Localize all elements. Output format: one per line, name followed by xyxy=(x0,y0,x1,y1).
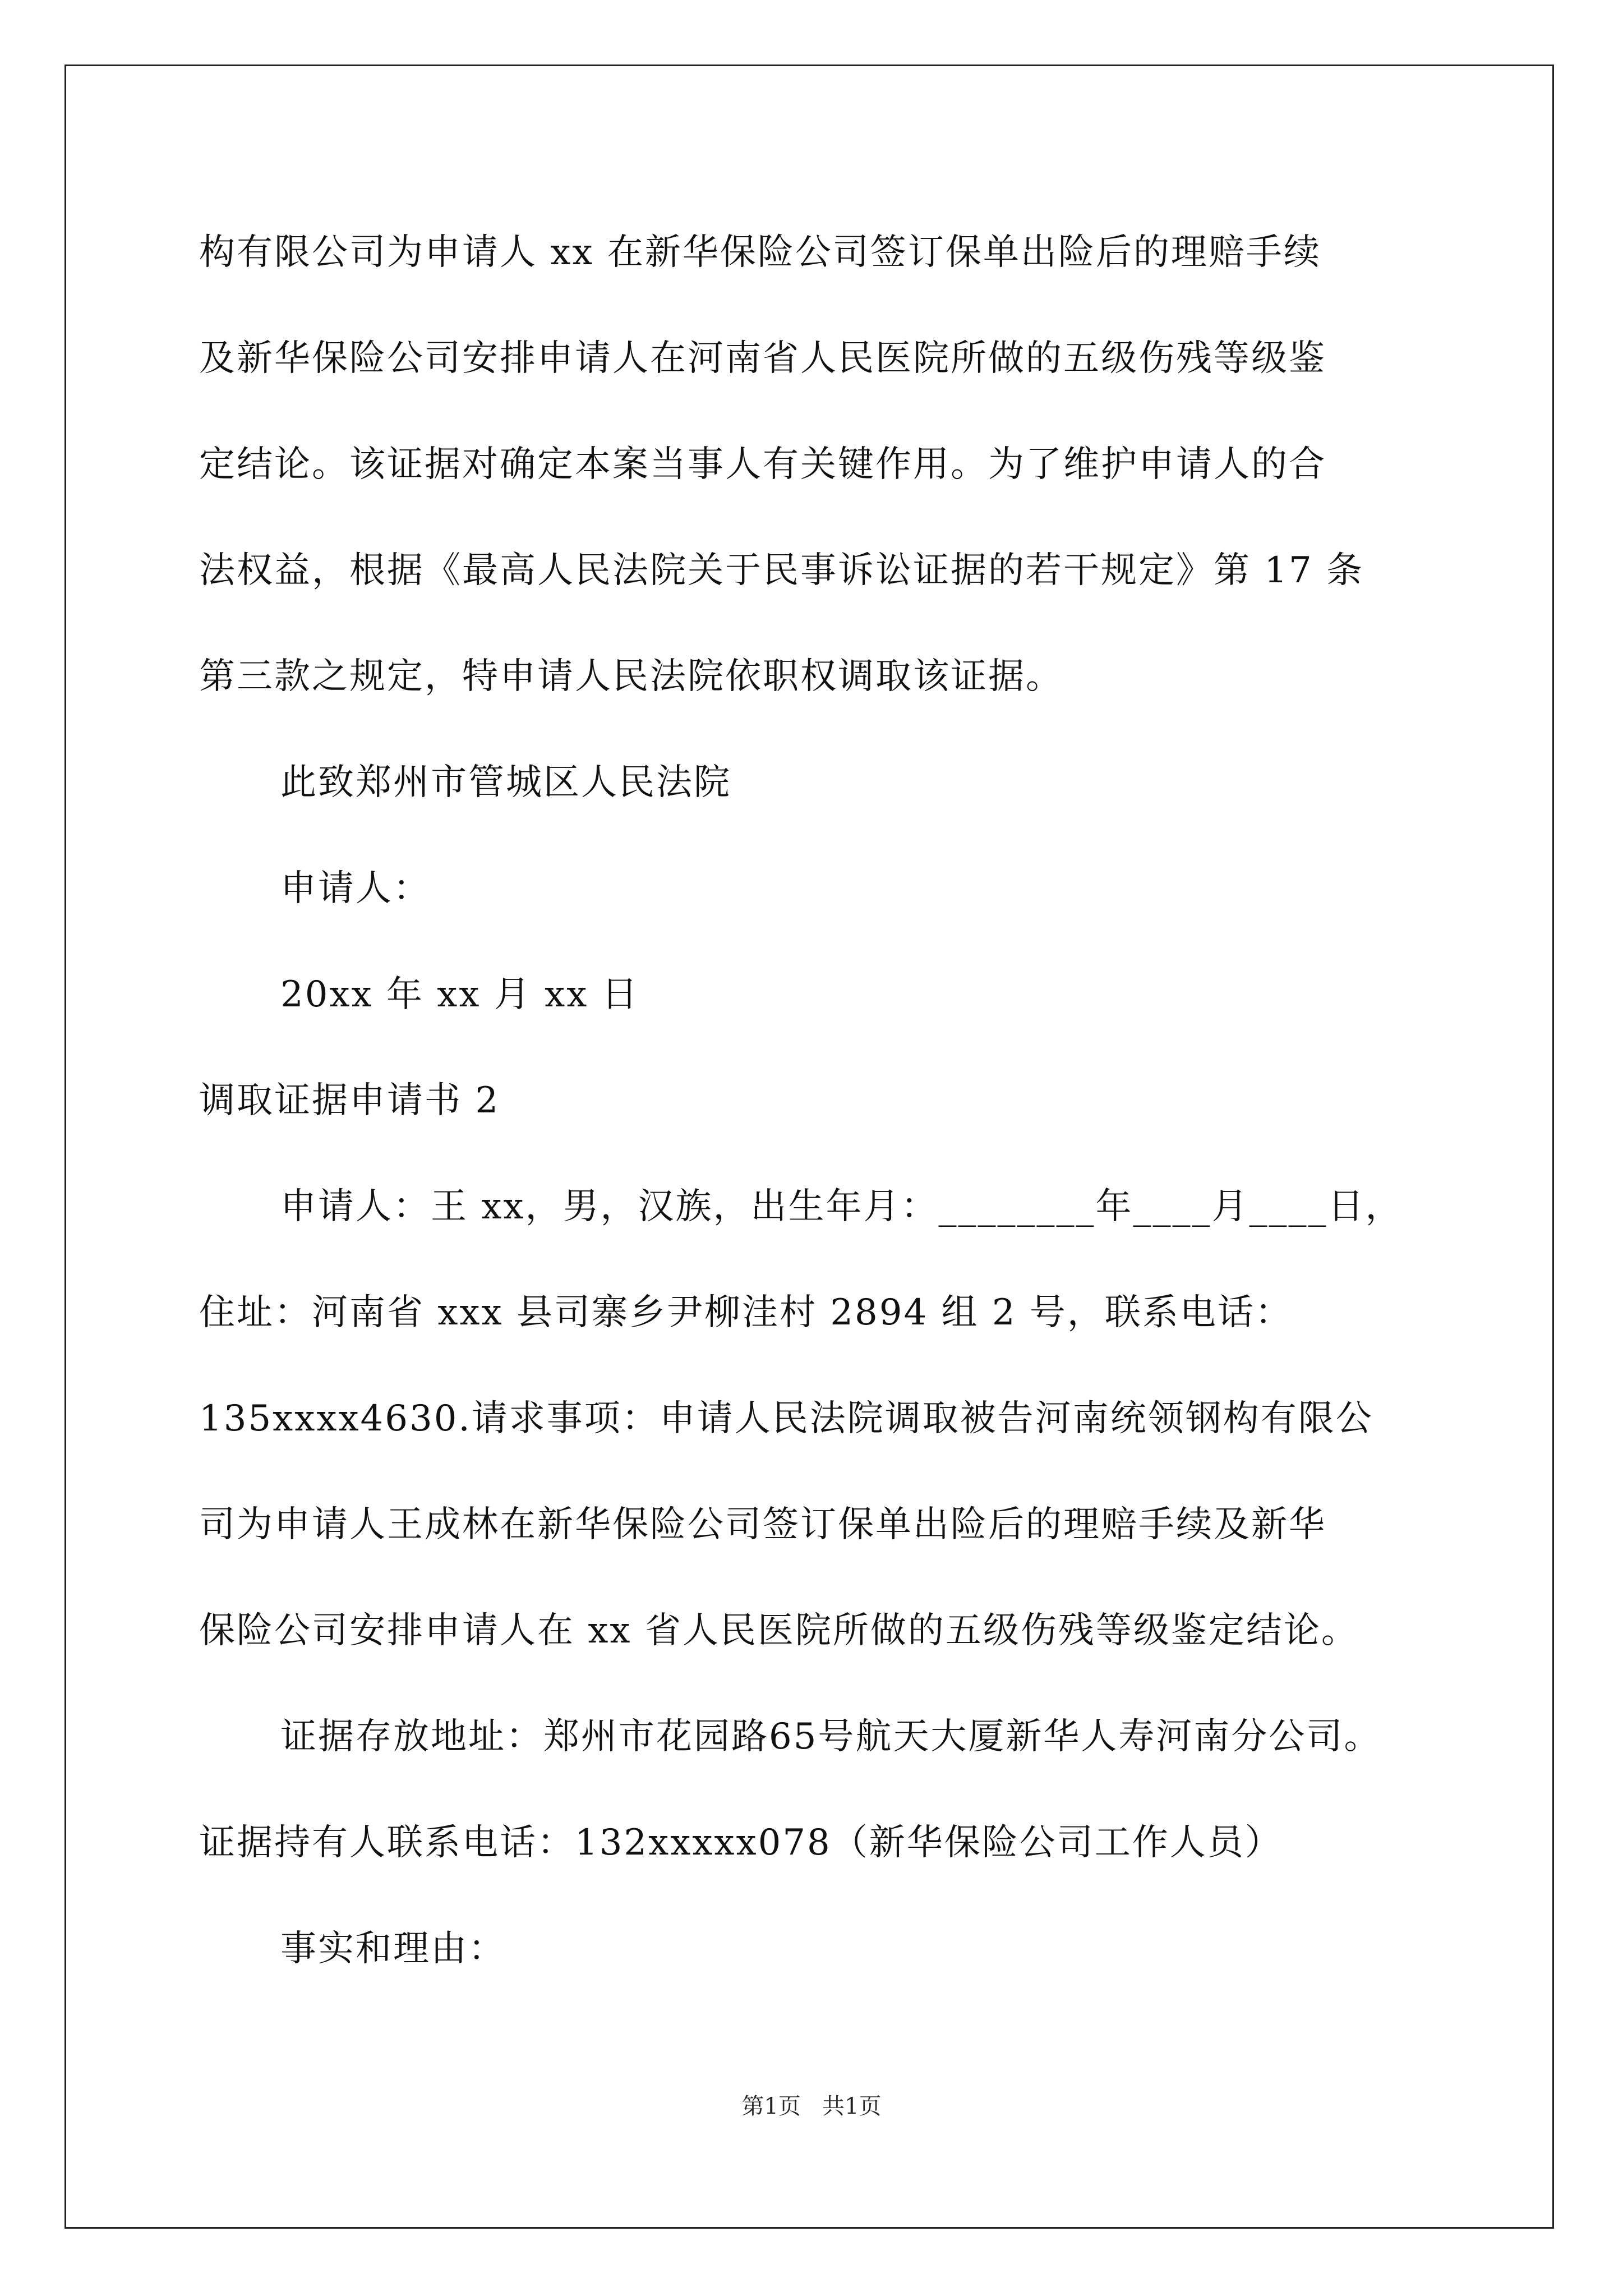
page-border xyxy=(64,65,1554,2229)
body-text-line: 司为申请人王成林在新华保险公司签订保单出险后的理赔手续及新华 xyxy=(199,1504,1326,1545)
closing-salutation: 此致郑州市管城区人民法院 xyxy=(280,762,731,803)
body-text-line: 及新华保险公司安排申请人在河南省人民医院所做的五级伤残等级鉴 xyxy=(199,338,1326,379)
body-text-line: 法权益，根据《最高人民法院关于民事诉讼证据的若干规定》第 17 条 xyxy=(199,550,1364,591)
body-text-line: 135xxxx4630.请求事项：申请人民法院调取被告河南统领钢构有限公 xyxy=(199,1398,1373,1439)
section-title: 调取证据申请书 2 xyxy=(199,1080,500,1121)
body-text-line: 保险公司安排申请人在 xx 省人民医院所做的五级伤残等级鉴定结论。 xyxy=(199,1610,1359,1651)
body-text-line: 第三款之规定，特申请人民法院依职权调取该证据。 xyxy=(199,656,1063,697)
applicant-signature-label: 申请人： xyxy=(280,868,431,909)
body-text-line: 住址：河南省 xxx 县司寨乡尹柳洼村 2894 组 2 号，联系电话： xyxy=(199,1292,1293,1333)
body-text-line: 构有限公司为申请人 xx 在新华保险公司签订保单出险后的理赔手续 xyxy=(199,232,1321,273)
document-date: 20xx 年 xx 月 xx 日 xyxy=(280,974,639,1015)
evidence-location: 证据存放地址：郑州市花园路65号航天大厦新华人寿河南分公司。 xyxy=(280,1716,1382,1757)
body-text-line: 申请人：王 xx，男，汉族，出生年月：________年____月____日， xyxy=(280,1186,1403,1227)
evidence-holder-phone: 证据持有人联系电话：132xxxxx078（新华保险公司工作人员） xyxy=(199,1822,1283,1864)
facts-and-reasons-heading: 事实和理由： xyxy=(280,1928,506,1970)
page-number-footer: 第1页 共1页 xyxy=(741,2093,882,2119)
body-text-line: 定结论。该证据对确定本案当事人有关键作用。为了维护申请人的合 xyxy=(199,444,1326,485)
